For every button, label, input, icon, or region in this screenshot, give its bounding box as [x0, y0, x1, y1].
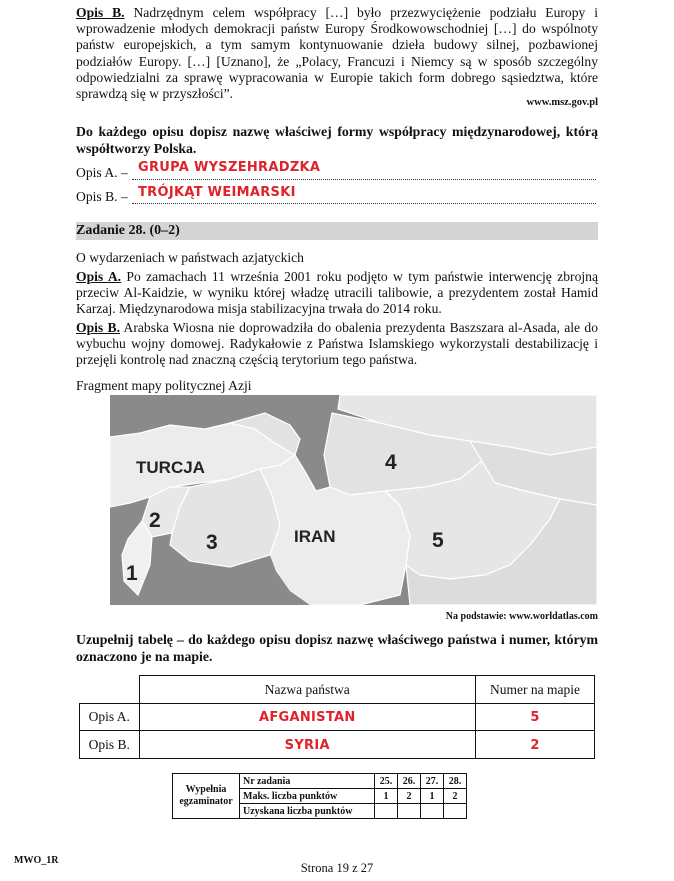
got-26[interactable]	[398, 804, 421, 819]
task-28-header	[76, 222, 598, 240]
map-label-2: 2	[149, 509, 161, 532]
cell-country-b-text: SYRIA	[284, 737, 330, 753]
opis-b	[76, 320, 598, 369]
cell-country-b[interactable]	[139, 731, 476, 759]
max-28: 2	[444, 789, 467, 804]
opis-a-text: Po zamachach 11 września 2001 roku podjęto w tym państwie interwencję zbrojną przeciw Al-Kaidzie, w wyniku której władzę utracili talibowie, a prezydentem został Hamid Karzaj. Międzynarodowa misja stabilizacyjna trwała do 2014 roku.	[76, 269, 598, 317]
instruction-1: Do każdego opisu dopisz nazwę właściwej formy współpracy międzynarodowej, którą współtworzy Polska.	[76, 124, 598, 156]
opis-a-label: Opis A.	[76, 269, 122, 284]
opis-a	[76, 269, 598, 318]
opis-b-top	[76, 5, 598, 102]
task-num-25: 25.	[375, 774, 398, 789]
examiner-row-max: Maks. liczba punktów	[240, 789, 375, 804]
source-msz: www.msz.gov.pl	[526, 97, 598, 108]
examiner-col-head: Nr zadania	[240, 774, 375, 789]
task-num-27: 27.	[421, 774, 444, 789]
map-label-5: 5	[432, 529, 444, 552]
answer-b-label: Opis B. –	[76, 189, 128, 204]
map-label-3: 3	[206, 531, 218, 554]
row-label-b: Opis B.	[80, 731, 140, 759]
political-map-asia	[110, 395, 597, 605]
max-26: 2	[398, 789, 421, 804]
cell-country-a-text: AFGANISTAN	[258, 710, 356, 725]
table-corner	[80, 676, 140, 704]
cell-country-a[interactable]	[139, 704, 476, 731]
table-row	[80, 731, 595, 759]
examiner-table	[172, 773, 467, 819]
answer-line-b	[76, 187, 598, 207]
footer-code: MWO_1R	[14, 855, 59, 866]
got-25[interactable]	[375, 804, 398, 819]
examiner-row-got: Uzyskana liczba punktów	[240, 804, 375, 819]
cell-number-b-text: 2	[530, 737, 540, 753]
map-caption: Fragment mapy politycznej Azji	[76, 378, 252, 393]
max-25: 1	[375, 789, 398, 804]
table-row	[80, 704, 595, 731]
answer-line-a	[76, 160, 598, 183]
max-27: 1	[421, 789, 444, 804]
examiner-title: Wypełnia egzaminator	[173, 774, 240, 819]
map-label-4: 4	[385, 451, 397, 474]
col-header-number: Numer na mapie	[476, 676, 595, 704]
opis-b-top-text: Nadrzędnym celem współpracy […] było przezwyciężenie podziału Europy i wprowadzenie młodych demokracji państw Europy Środkowowschodniej […] do wspólnoty państw europejskich, a tym samym kontynuowanie dzieła budowy silnej, pozbawionej podziałów Europy. […] [Uznano], że „Polacy, Francuzi i Niemcy są w sposób szczególny odpowiedzialni za sprawę wypracowania w Europie takich form dobrego sąsiedztwa, które sprawdzą się w przyszłości”.	[76, 5, 598, 102]
opis-b-label: Opis B.	[76, 320, 120, 335]
cell-number-a[interactable]	[476, 704, 595, 731]
instruction-2: Uzupełnij tabelę – do każdego opisu dopisz nazwę właściwego państwa i numer, którym oznaczono je na mapie.	[76, 632, 598, 664]
cell-number-a-text: 5	[530, 710, 540, 725]
col-header-country: Nazwa państwa	[139, 676, 476, 704]
opis-b-top-label: Opis B.	[76, 5, 125, 20]
answer-a-label: Opis A. –	[76, 165, 128, 180]
footer-page: Strona 19 z 27	[300, 861, 374, 875]
row-label-a: Opis A.	[80, 704, 140, 731]
answer-a-handwritten[interactable]: GRUPA WYSZEHRADZKA	[138, 160, 321, 175]
task-num-26: 26.	[398, 774, 421, 789]
map-source: Na podstawie: www.worldatlas.com	[445, 611, 598, 622]
opis-b-text: Arabska Wiosna nie doprowadziła do obalenia prezydenta Baszszara al-Asada, ale do wybuchu wojny domowej. Radykałowie z Państwa Islamskiego wykorzystali destabilizację i przejęli kontrolę nad znaczną częścią terytorium tego państwa.	[76, 320, 598, 368]
task-intro: O wydarzeniach w państwach azjatyckich	[76, 250, 304, 265]
task-num-28: 28.	[444, 774, 467, 789]
map-label-1: 1	[126, 562, 138, 585]
got-27[interactable]	[421, 804, 444, 819]
map-label-iran: IRAN	[294, 527, 336, 546]
map-label-turcja: TURCJA	[136, 458, 205, 477]
answer-b-handwritten[interactable]: TRÓJKĄT WEIMARSKI	[138, 185, 296, 200]
task-title: Zadanie 28. (0–2)	[76, 223, 180, 238]
cell-number-b[interactable]	[476, 731, 595, 759]
got-28[interactable]	[444, 804, 467, 819]
answer-table	[79, 675, 595, 759]
